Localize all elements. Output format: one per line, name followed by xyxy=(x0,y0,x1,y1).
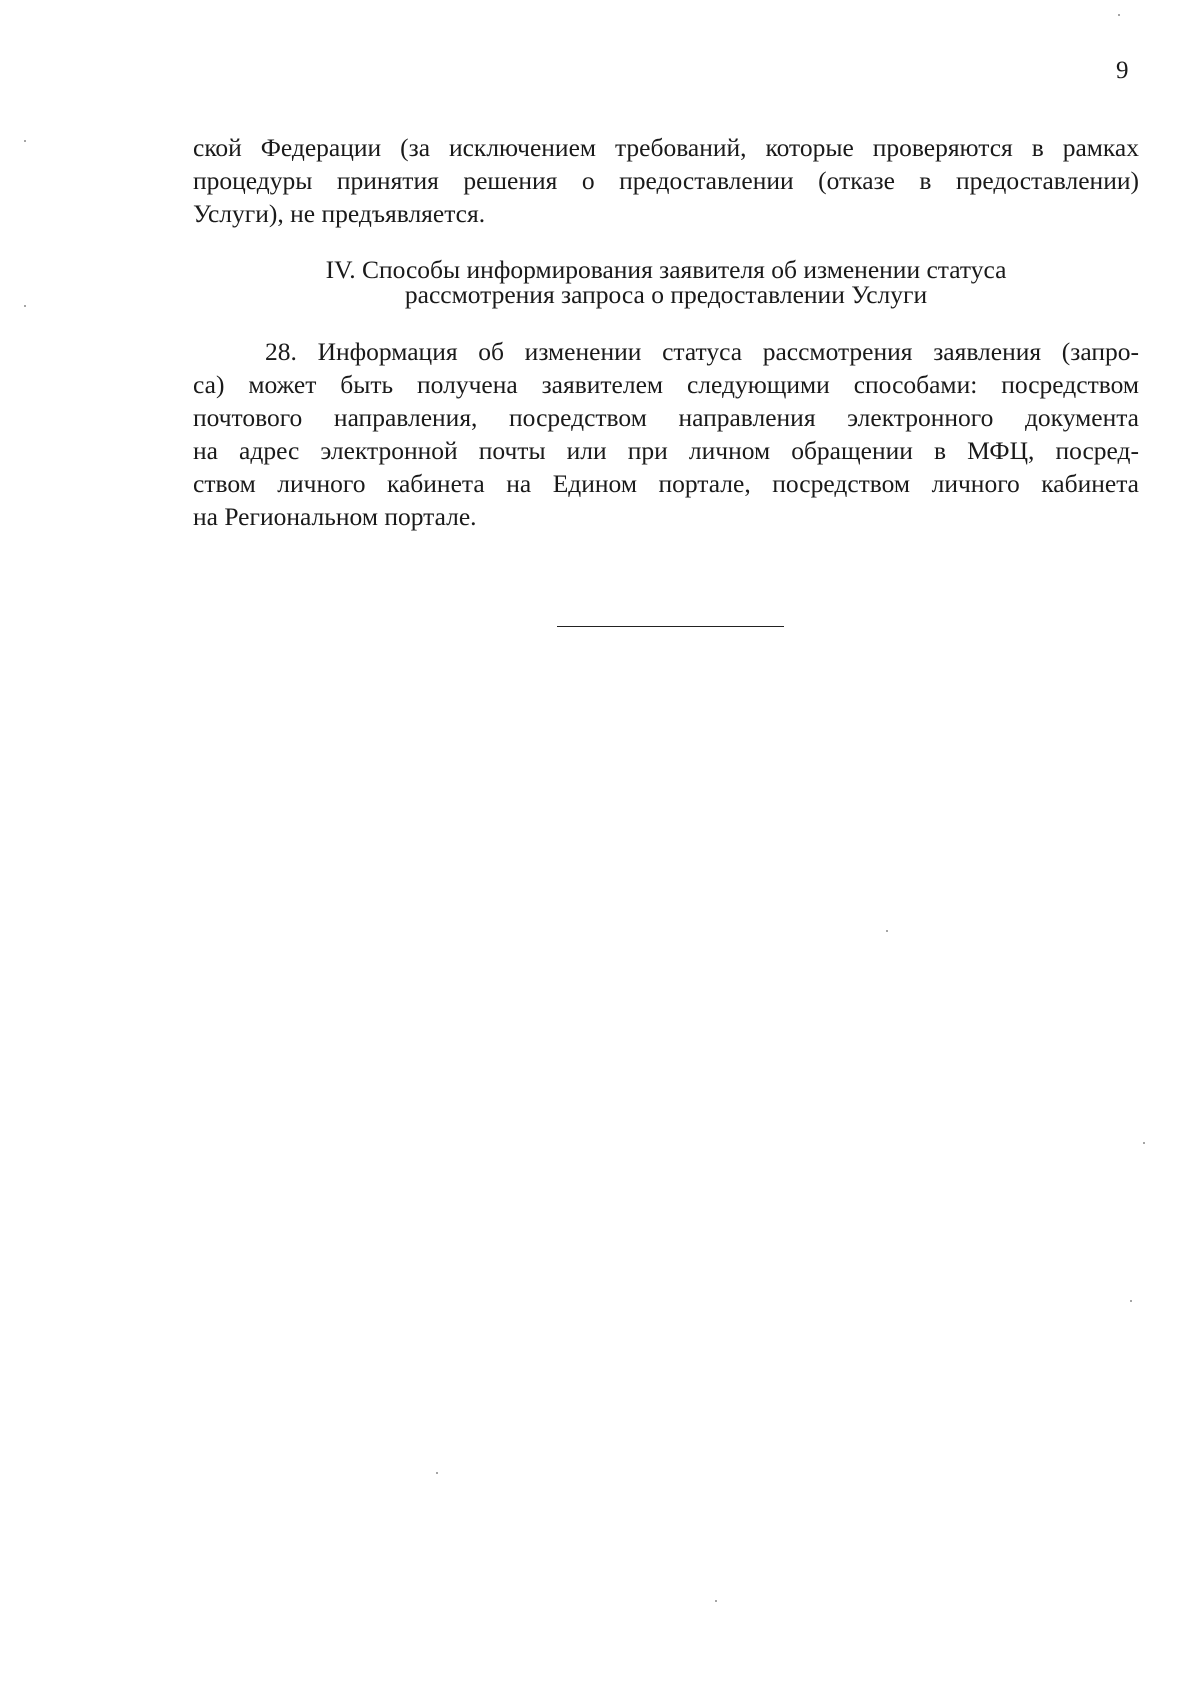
paragraph-line: Услуги), не предъявляется. xyxy=(193,199,486,228)
scan-speck xyxy=(436,1472,438,1474)
scan-speck xyxy=(24,140,26,142)
paragraph-line: процедуры принятия решения о предоставлении (отказе в предоставлении) xyxy=(193,166,1139,195)
paragraph-line: ской Федерации (за исключением требований, которые проверяются в рамках xyxy=(193,133,1139,162)
paragraph-line: ством личного кабинета на Едином портале, посредством личного кабинета xyxy=(193,469,1139,498)
page-number: 9 xyxy=(1116,57,1129,84)
scan-speck xyxy=(1118,14,1120,16)
paragraph-line: на Региональном портале. xyxy=(193,502,477,531)
scan-speck xyxy=(715,1600,717,1602)
paragraph-28 xyxy=(193,335,1139,533)
paragraph-line: почтового направления, посредством направления электронного документа xyxy=(193,403,1139,432)
paragraph-line: на адрес электронной почты или при личном обращении в МФЦ, посред- xyxy=(193,436,1139,465)
scan-speck xyxy=(1130,1300,1132,1302)
scan-speck xyxy=(1143,1142,1145,1144)
paragraph-line: 28. Информация об изменении статуса рассмотрения заявления (запро- xyxy=(265,337,1139,366)
section-heading xyxy=(193,257,1139,307)
paragraph-line: са) может быть получена заявителем следующими способами: посредством xyxy=(193,370,1139,399)
end-of-document-rule xyxy=(557,626,784,627)
section-heading-line: IV. Способы информирования заявителя об изменении статуса xyxy=(325,255,1007,284)
section-heading-line: рассмотрения запроса о предоставлении Услуги xyxy=(404,280,928,309)
scan-speck xyxy=(24,305,26,307)
paragraph-continued xyxy=(193,131,1139,230)
scan-speck xyxy=(886,930,888,932)
